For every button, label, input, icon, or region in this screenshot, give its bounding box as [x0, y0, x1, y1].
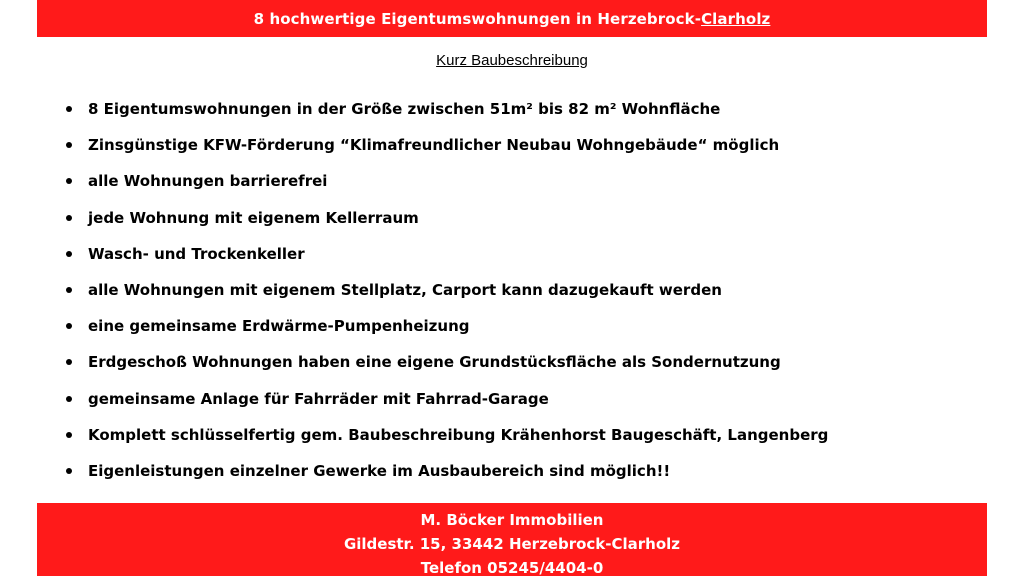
header-title-underlined: Clarholz	[701, 9, 771, 28]
list-item	[60, 422, 828, 458]
header-title-main: 8 hochwertige Eigentumswohnungen in Herzebrock-	[253, 9, 702, 28]
bullet-icon	[66, 106, 72, 112]
footer-banner	[37, 503, 987, 576]
list-item-text: 8 Eigentumswohnungen in der Größe zwischen 51m² bis 82 m² Wohnfläche	[88, 100, 721, 118]
bullet-icon	[66, 468, 72, 474]
bullet-icon	[66, 359, 72, 365]
list-item-text: Komplett schlüsselfertig gem. Baubeschreibung Krähenhorst Baugeschäft, Langenberg	[88, 425, 829, 444]
list-item-text: Erdgeschoß Wohnungen haben eine eigene Grundstücksfläche als Sondernutzung	[88, 353, 781, 372]
list-item	[60, 458, 828, 494]
bullet-icon	[66, 323, 72, 329]
bullet-icon	[66, 251, 72, 257]
list-item-text: eine gemeinsame Erdwärme-Pumpenheizung	[88, 317, 470, 336]
list-item	[60, 168, 828, 204]
list-item-text: alle Wohnungen barrierefrei	[88, 172, 328, 191]
page-subtitle: Kurz Baubeschreibung	[436, 52, 588, 69]
header-banner	[37, 0, 987, 37]
list-item-text: jede Wohnung mit eigenem Kellerraum	[88, 208, 419, 227]
bullet-icon	[66, 178, 72, 184]
bullet-icon	[66, 287, 72, 293]
list-item	[60, 205, 828, 241]
footer-company: M. Böcker Immobilien	[420, 511, 604, 529]
feature-list	[60, 96, 828, 494]
list-item-text: Eigenleistungen einzelner Gewerke im Ausbaubereich sind möglich!!	[88, 461, 671, 480]
list-item	[60, 313, 828, 349]
bullet-icon	[66, 396, 72, 402]
header-title	[254, 10, 771, 28]
list-item	[60, 132, 828, 168]
list-item	[60, 277, 828, 313]
list-item	[60, 241, 828, 277]
footer-address: Gildestr. 15, 33442 Herzebrock-Clarholz	[343, 535, 681, 553]
list-item-text: Zinsgünstige KFW-Förderung “Klimafreundlicher Neubau Wohngebäude“ möglich	[88, 136, 780, 155]
bullet-icon	[66, 215, 72, 221]
list-item	[60, 349, 828, 385]
footer-phone: Telefon 05245/4404-0	[420, 559, 604, 576]
list-item-text: alle Wohnungen mit eigenem Stellplatz, Carport kann dazugekauft werden	[88, 280, 722, 299]
bullet-icon	[66, 142, 72, 148]
list-item-text: Wasch- und Trockenkeller	[88, 244, 305, 263]
list-item-text: gemeinsame Anlage für Fahrräder mit Fahrrad-Garage	[88, 389, 549, 408]
list-item	[60, 96, 828, 132]
list-item	[60, 386, 828, 422]
bullet-icon	[66, 432, 72, 438]
